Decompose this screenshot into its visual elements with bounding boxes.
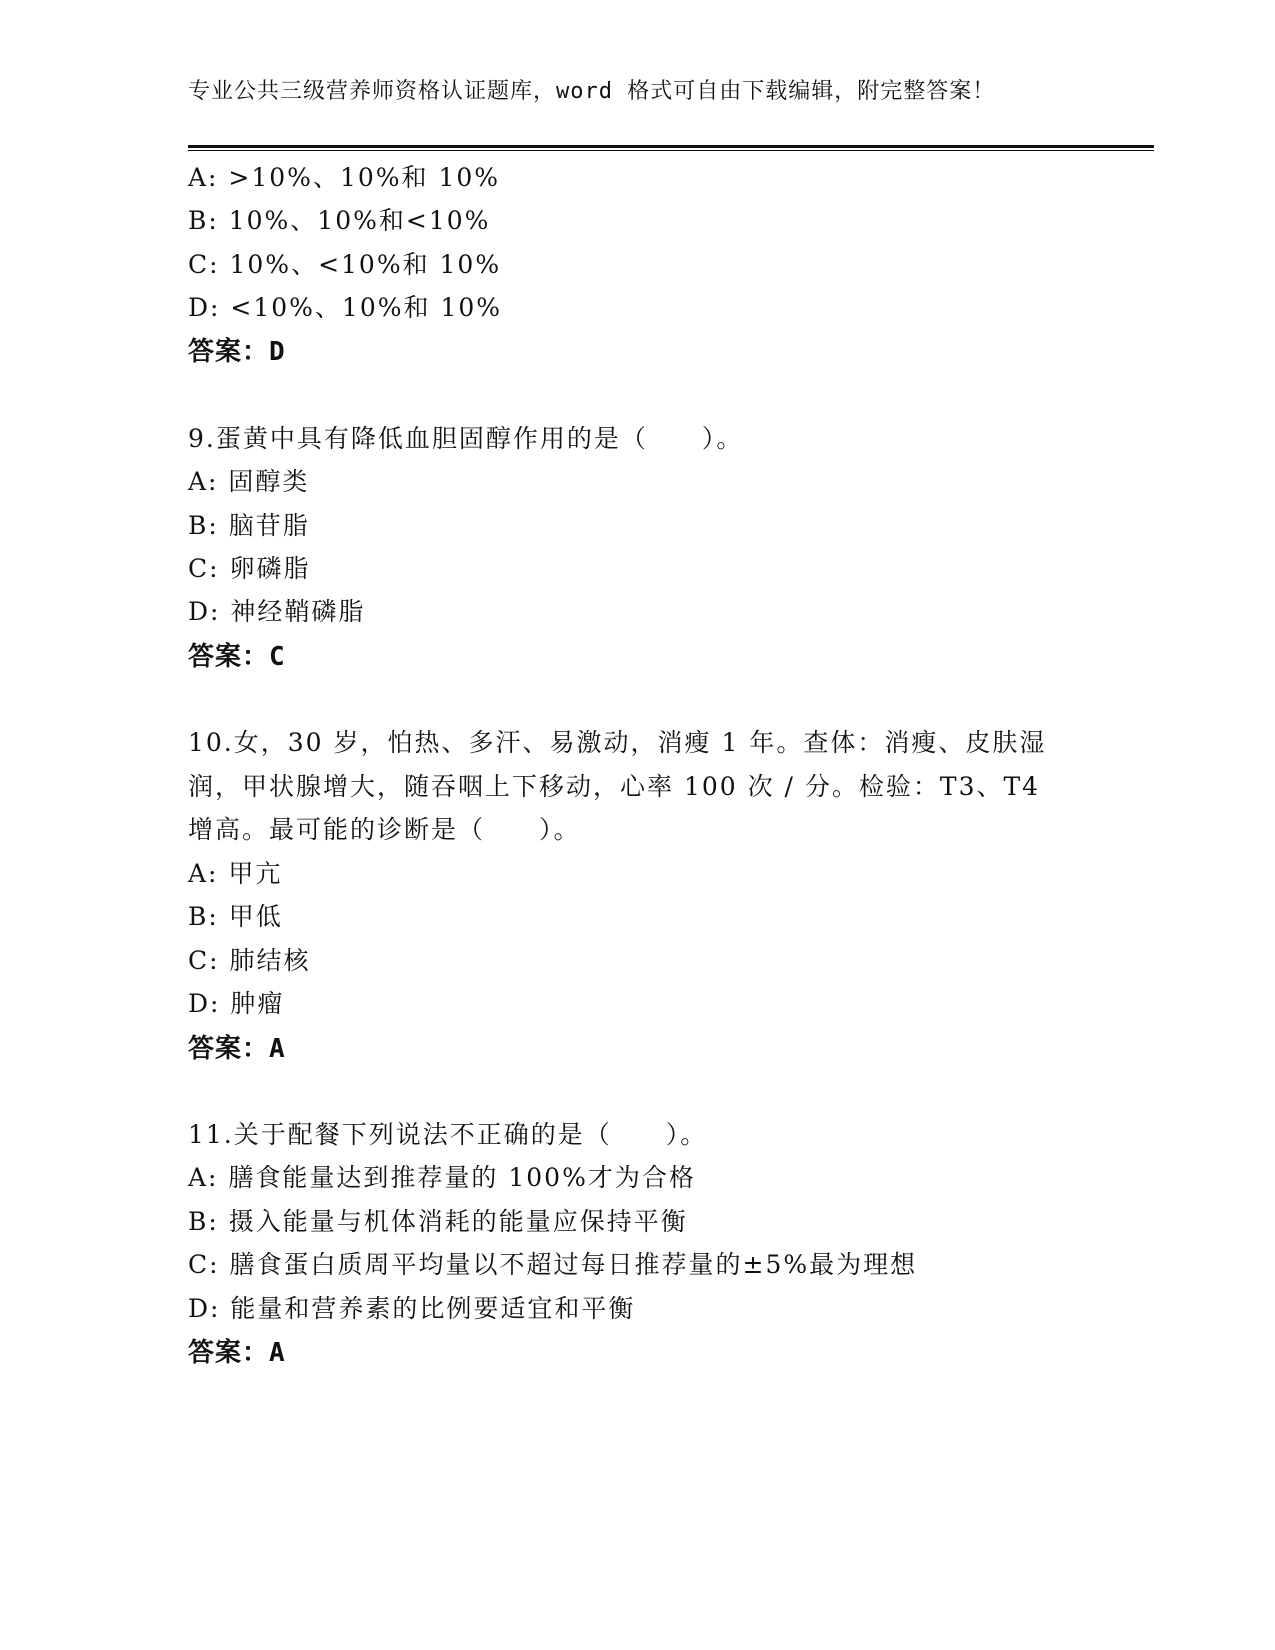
answer-label: 答案： — [188, 337, 270, 367]
q10-option-b: B: 甲低 — [188, 902, 283, 931]
q11-option-c: C: 膳食蛋白质周平均量以不超过每日推荐量的±5%最为理想 — [188, 1250, 918, 1279]
page-header: 专业公共三级营养师资格认证题库，word 格式可自由下载编辑，附完整答案！ — [188, 79, 996, 104]
q11-answer — [188, 1332, 286, 1369]
question-11: 11.关于配餐下列说法不正确的是（ ）。 — [188, 1120, 708, 1149]
answer-label: 答案： — [188, 1338, 270, 1368]
q9-option-c: C: 卵磷脂 — [188, 554, 311, 583]
option-a: A: >10%、10%和 10% — [188, 163, 501, 192]
q9-answer — [188, 636, 286, 673]
header-rule-thick — [188, 145, 1154, 148]
question-10-line-3: 增高。最可能的诊断是（ ）。 — [188, 815, 581, 844]
question-10-line-2: 润，甲状腺增大，随吞咽上下移动，心率 100 次 / 分。检验：T3、T4 — [188, 772, 1041, 801]
q9-option-b: B: 脑苷脂 — [188, 511, 310, 540]
answer-value: C — [269, 642, 286, 672]
q11-option-d: D: 能量和营养素的比例要适宜和平衡 — [188, 1294, 636, 1323]
answer-value: A — [269, 1034, 286, 1064]
answer-label: 答案： — [188, 642, 270, 672]
header-rule-thin — [188, 150, 1154, 151]
q11-option-a: A: 膳食能量达到推荐量的 100%才为合格 — [188, 1163, 696, 1192]
q10-option-d: D: 肿瘤 — [188, 989, 285, 1018]
answer-line — [188, 331, 286, 368]
q9-option-d: D: 神经鞘磷脂 — [188, 597, 366, 626]
q10-answer — [188, 1028, 286, 1065]
q9-option-a: A: 固醇类 — [188, 467, 310, 496]
option-b: B: 10%、10%和<10% — [188, 206, 491, 235]
q10-option-a: A: 甲亢 — [188, 859, 283, 888]
answer-value: D — [269, 337, 286, 367]
q11-option-b: B: 摄入能量与机体消耗的能量应保持平衡 — [188, 1207, 688, 1236]
answer-label: 答案： — [188, 1034, 270, 1064]
question-10-line-1: 10.女，30 岁，怕热、多汗、易激动，消瘦 1 年。查体：消瘦、皮肤湿 — [188, 728, 1047, 757]
question-9: 9.蛋黄中具有降低血胆固醇作用的是（ ）。 — [188, 424, 744, 453]
q10-option-c: C: 肺结核 — [188, 946, 311, 975]
option-d: D: <10%、10%和 10% — [188, 293, 503, 322]
answer-value: A — [269, 1338, 286, 1368]
option-c: C: 10%、<10%和 10% — [188, 250, 502, 279]
